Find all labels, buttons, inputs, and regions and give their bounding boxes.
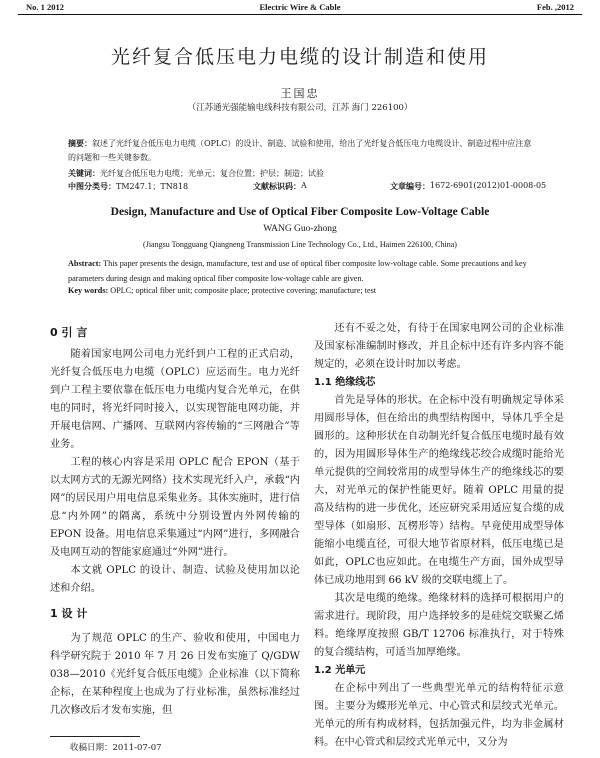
keywords-en-label: Key words: — [68, 286, 109, 295]
abstract-en-label: Abstract: — [68, 259, 102, 268]
running-header — [18, 2, 582, 15]
left-column — [50, 320, 300, 720]
affiliation-cn: （江苏通光强能输电线科技有限公司，江苏 海门 226100） — [187, 103, 413, 113]
subsection-heading: 1.1 绝缘线芯 — [314, 377, 376, 388]
abstract-cn — [68, 136, 538, 165]
keywords-cn-text: 光纤复合低压电力电缆；光单元；复合位置；护层；制造；试验 — [100, 169, 324, 178]
keywords-cn — [68, 166, 538, 181]
abstract-en-text: This paper presents the design, manufacture, test and use of optical fiber composite low-voltage cable. Some precautions and key parameters during design and making optical fiber composite low-voltage cable are given. — [68, 259, 527, 283]
author-en: WANG Guo-zhong — [263, 224, 337, 234]
paragraph: 工程的核心内容是采用 OPLC 配合 EPON（基于以太网方式的无源光网络）技术实现光纤入户，承载“内网”的居民用户用电信息采集业务。其体实施时，进行信息“内外网”的隔离，系统中分别设置内外网传输的 EPON 设备。用电信息采集通过“内网”进行，多网融合及电网互动的智能家庭通过“外网”进行。 — [50, 457, 300, 558]
author-cn: 王国忠 — [280, 87, 320, 100]
clc-value: TM247.1；TN818 — [116, 182, 189, 191]
clc-label: 中图分类号： — [68, 181, 116, 191]
title-cn: 光纤复合低压电力电缆的设计制造和使用 — [110, 46, 489, 68]
paragraph: 为了规范 OPLC 的生产、验收和使用，中国电力科学研究院于 2010 年 7 月 26 日发布实施了 Q/GDW 038—2010《光纤复合低压电缆》企业标准（以下简称企标，在某种程度上也成为了行业标准，虽然标准经过几次修改后才发布实施，但 — [50, 633, 300, 716]
paragraph: 随着国家电网公司电力光纤到户工程的正式启动，光纤复合低压电力电缆（OPLC）应运而生。电力光纤到户工程主要依靠在低压电力电缆内复合光单元，在供电的同时，将光纤同时接入，以实现智能电网功能，并开展电信网、广播网、互联网内容传输的“三网融合”等业务。 — [50, 349, 300, 450]
keywords-en — [68, 286, 538, 295]
classification-row — [68, 181, 547, 193]
doc-code-label: 文献标识码： — [253, 181, 301, 191]
keywords-en-text: OPLC; optical fiber unit; composite place; protective covering; manufacture; test — [110, 286, 377, 295]
section-heading: 1 设 计 — [50, 607, 88, 620]
section-heading: 0 引 言 — [50, 326, 88, 339]
article-no-value: 1672-6901(2012)01-0008-05 — [430, 181, 547, 190]
affiliation-en: (Jiangsu Tongguang Qiangneng Transmission Line Technology Co., Ltd., Haimen 226100, China) — [143, 240, 457, 249]
received-date-footnote: 收稿日期：2011-07-07 — [70, 743, 162, 753]
paragraph: 在企标中列出了一些典型光单元的结构特征示意图。主要分为蝶形光单元、中心管式和层绞式光单元。光单元的所有构成材料，包括加强元件，均为非金属材料。在中心管式和层绞式光单元中，又分为 — [314, 683, 564, 748]
header-journal: Electric Wire & Cable — [259, 2, 341, 12]
keywords-cn-label: 关键词： — [68, 168, 100, 178]
paragraph: 本文就 OPLC 的设计、制造、试验及使用加以论述和介绍。 — [50, 565, 300, 594]
paragraph: 其次是电缆的绝缘。绝缘材料的选择可根据用户的需求进行。现阶段，用户选择较多的是硅烷交联聚乙烯料。绝缘厚度按照 GB/T 12706 标准执行，对于特殊的复合缆结构，可适当加厚绝缘。 — [314, 593, 564, 658]
right-column — [314, 320, 564, 752]
header-date: Feb. ,2012 — [536, 2, 574, 12]
article-no-label: 文章编号： — [390, 181, 430, 191]
title-en: Design, Manufacture and Use of Optical Fiber Composite Low-Voltage Cable — [110, 206, 490, 218]
subsection-heading: 1.2 光单元 — [314, 665, 366, 676]
paragraph: 首先是导体的形状。在企标中没有明确规定导体采用圆形导体，但在给出的典型结构图中，导体几乎全是圆形的。这种形状在自动制光纤复合低压电缆时最有效的，因为用圆形导体生产的绝缘线芯绞合成缆时能给光单元提供的空间较常用的成型导体生产的绝缘线芯的要大，对光单元的保护性能更好。随着 OPLC 用量的提高及结构的进一步优化，还应研究采用适应复合缆的成型导体（如扇形、瓦楞形等）结构。早竟使用成型导体能缩小电缆直径，可很大地节省原材料，低压电缆已是如此，OPLC也应如此。在电缆生产方面，国外成型导体已成功地用到 66 kV 级的交联电缆上了。 — [314, 395, 564, 586]
doc-code-value: A — [301, 181, 307, 190]
abstract-cn-text: 叙述了光纤复合低压电力电缆（OPLC）的设计、制造、试验和使用，给出了光纤复合低压电力电缆设计、制造过程中应注意的问题和一些关键参数。 — [68, 139, 532, 162]
header-issue: No. 1 2012 — [26, 2, 65, 12]
abstract-cn-label: 摘要： — [68, 138, 92, 148]
paragraph: 还有不妥之处，有待于在国家电网公司的企业标准及国家标准编制时修改，并且企标中还有许多内容不能规定的，必须在设计时加以考虑。 — [314, 323, 564, 370]
footnote-rule — [50, 736, 140, 737]
abstract-en — [68, 256, 538, 286]
